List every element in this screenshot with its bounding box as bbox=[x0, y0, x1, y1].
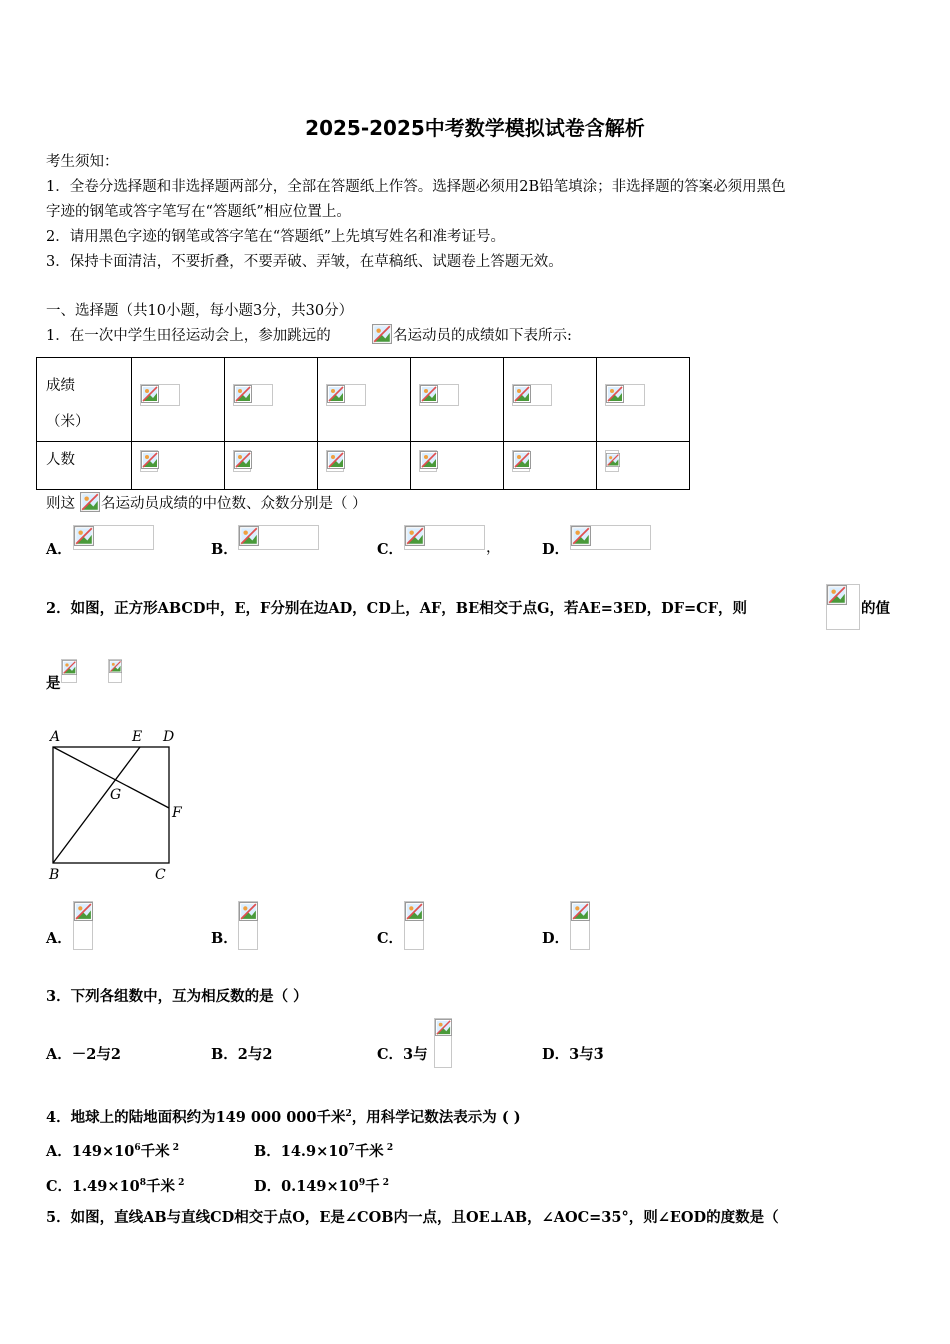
q4-option-a-base: A．149×10 bbox=[46, 1142, 135, 1160]
q2-option-d-label[interactable]: D． bbox=[542, 930, 570, 947]
score-image-icon bbox=[141, 385, 159, 403]
q3-stem: 3．下列各组数中，互为相反数的是（ ） bbox=[46, 988, 308, 1005]
section-1-heading: 一、选择题（共10小题，每小题3分，共30分） bbox=[46, 303, 354, 319]
image-icon bbox=[827, 585, 847, 605]
q2-option-c-image bbox=[404, 901, 424, 950]
q4-option-a[interactable] bbox=[46, 1138, 179, 1162]
table-cell bbox=[132, 358, 225, 442]
notice-item-1-line-1: 1．全卷分选择题和非选择题两部分，全部在答题纸上作答。选择题必须用2B铅笔填涂；非选择题的答案必须用黑色 bbox=[46, 179, 786, 195]
score-image-icon bbox=[420, 385, 438, 403]
q4-option-c-square: 2 bbox=[178, 1178, 185, 1188]
q3-option-c-image bbox=[434, 1018, 452, 1068]
q1-follow-part-a: 则这 bbox=[46, 496, 75, 512]
image-icon bbox=[239, 526, 259, 546]
q2-stem: 2．如图，正方形ABCD中，E，F分别在边AD，CD上，AF，BE相交于点G，若AE=3ED，DF=CF，则 bbox=[46, 600, 748, 617]
q4-stem bbox=[46, 1104, 521, 1128]
table-cell bbox=[318, 442, 411, 490]
q1-option-b-image bbox=[238, 525, 319, 550]
table-cell bbox=[225, 442, 318, 490]
table-cell bbox=[411, 358, 504, 442]
q4-option-d-square: 2 bbox=[382, 1178, 389, 1188]
label-e: E bbox=[132, 729, 143, 745]
image-icon bbox=[405, 526, 425, 546]
segment-be bbox=[53, 747, 140, 863]
q4-option-b-base: B．14.9×10 bbox=[254, 1142, 349, 1160]
q1-count-image-icon bbox=[372, 324, 392, 344]
q1-option-d-image bbox=[570, 525, 651, 550]
table-cell bbox=[132, 442, 225, 490]
q4-option-d[interactable] bbox=[254, 1173, 389, 1197]
q4-option-d-exponent: 9 bbox=[358, 1178, 366, 1188]
q1-row-label-score-b: （米） bbox=[46, 414, 90, 430]
score-image-icon bbox=[513, 385, 531, 403]
square-abcd bbox=[53, 747, 169, 863]
image-icon bbox=[74, 526, 94, 546]
q1-count-image-icon bbox=[80, 492, 100, 512]
label-c: C bbox=[155, 867, 166, 883]
q2-option-a-image bbox=[73, 901, 93, 950]
q4-option-d-base: D．0.149×10 bbox=[254, 1177, 359, 1195]
q4-option-a-square: 2 bbox=[172, 1143, 180, 1153]
notice-item-2: 2．请用黑色字迹的钢笔或答字笔在“答题纸”上先填写姓名和准考证号。 bbox=[46, 229, 506, 245]
q2-option-c-label[interactable]: C． bbox=[377, 930, 404, 947]
q4-stem-superscript: 2 bbox=[345, 1109, 352, 1119]
q2-option-b-label[interactable]: B． bbox=[211, 930, 238, 947]
table-cell bbox=[504, 442, 597, 490]
q3-option-c[interactable]: C．3与 bbox=[377, 1046, 428, 1063]
image-icon bbox=[62, 660, 77, 675]
q1-follow-part-b: 名运动员成绩的中位数、众数分别是（ ） bbox=[101, 496, 367, 512]
q1-option-c-comma: ， bbox=[486, 540, 501, 556]
score-image-icon bbox=[234, 385, 252, 403]
q4-option-b-unit: 千米 bbox=[354, 1142, 384, 1160]
q1-option-d-label[interactable]: D． bbox=[542, 541, 570, 558]
q4-option-c-exponent: 8 bbox=[139, 1178, 146, 1188]
q2-option-d-image bbox=[570, 901, 590, 950]
notice-item-3: 3．保持卡面清洁，不要折叠，不要弄破、弄皱，在草稿纸、试题卷上答题无效。 bbox=[46, 254, 563, 270]
q2-option-a-label[interactable]: A． bbox=[46, 930, 72, 947]
table-cell bbox=[225, 358, 318, 442]
notice-heading: 考生须知： bbox=[46, 154, 119, 170]
count-image-icon bbox=[141, 451, 159, 469]
q1-option-c-image bbox=[404, 525, 485, 550]
table-cell bbox=[597, 442, 690, 490]
image-icon bbox=[109, 660, 122, 673]
count-image-icon bbox=[606, 451, 620, 469]
image-icon bbox=[239, 902, 258, 921]
q4-option-d-unit: 千 bbox=[365, 1177, 380, 1195]
q2-ratio-image bbox=[826, 584, 860, 630]
q3-option-a[interactable]: A．－2与2 bbox=[46, 1046, 121, 1063]
q1-stem-part-b: 名运动员的成绩如下表所示: bbox=[393, 328, 572, 344]
q2-blank-image bbox=[61, 659, 77, 683]
label-a: A bbox=[50, 729, 61, 745]
q3-option-d[interactable]: D．3与3̄ bbox=[542, 1046, 604, 1063]
count-image-icon bbox=[420, 451, 438, 469]
image-icon bbox=[571, 526, 591, 546]
label-f: F bbox=[172, 805, 182, 821]
q4-stem-part-a: 4．地球上的陆地面积约为149 000 000千米 bbox=[46, 1108, 346, 1126]
q3-option-b[interactable]: B．2与2 bbox=[211, 1046, 273, 1063]
q4-option-a-unit: 千米 bbox=[140, 1142, 170, 1160]
q5-stem: 5．如图，直线AB与直线CD相交于点O，E是∠COB内一点，且OE⊥AB，∠AOC=35°，则∠EOD的度数是（ bbox=[46, 1209, 779, 1226]
label-d: D bbox=[163, 729, 175, 745]
q4-option-a-exponent: 6 bbox=[134, 1143, 141, 1153]
q1-row-label-score-a: 成绩 bbox=[46, 378, 75, 394]
q1-score-table bbox=[36, 357, 690, 490]
q2-stem-line-2: 是 bbox=[46, 675, 61, 692]
score-image-icon bbox=[606, 385, 624, 403]
image-icon bbox=[571, 902, 590, 921]
label-g: G bbox=[110, 787, 122, 803]
q4-option-c-base: C．1.49×10 bbox=[46, 1177, 140, 1195]
table-cell bbox=[597, 358, 690, 442]
q1-option-a-image bbox=[73, 525, 154, 550]
table-cell bbox=[411, 442, 504, 490]
q2-stem-tail: 的值 bbox=[861, 600, 890, 617]
count-image-icon bbox=[234, 451, 252, 469]
q1-option-a-label[interactable]: A． bbox=[46, 541, 72, 558]
table-cell bbox=[318, 358, 411, 442]
q4-option-c[interactable] bbox=[46, 1173, 184, 1197]
q4-option-b[interactable] bbox=[254, 1138, 393, 1162]
q1-option-c-label[interactable]: C． bbox=[377, 541, 404, 558]
score-image-icon bbox=[327, 385, 345, 403]
label-b: B bbox=[49, 867, 60, 883]
q4-option-c-unit: 千米 bbox=[145, 1177, 175, 1195]
q2-blank-image bbox=[108, 659, 122, 683]
q1-option-b-label[interactable]: B． bbox=[211, 541, 238, 558]
q4-stem-part-b: ，用科学记数法表示为 ( ) bbox=[351, 1108, 521, 1126]
image-icon bbox=[405, 902, 424, 921]
q1-stem-part-a: 1．在一次中学生田径运动会上，参加跳远的 bbox=[46, 328, 331, 344]
q4-option-b-exponent: 7 bbox=[348, 1143, 355, 1153]
q2-square-figure bbox=[44, 726, 194, 886]
notice-item-1-line-2: 字迹的钢笔或答字笔写在“答题纸”相应位置上。 bbox=[46, 204, 351, 220]
table-cell bbox=[504, 358, 597, 442]
q1-row-label-score bbox=[37, 358, 132, 442]
page-title: 2025-2025中考数学模拟试卷含解析 bbox=[305, 116, 645, 140]
q2-option-b-image bbox=[238, 901, 258, 950]
image-icon bbox=[435, 1019, 452, 1036]
count-image-icon bbox=[513, 451, 531, 469]
q1-row-label-count: 人数 bbox=[37, 442, 132, 490]
q4-option-b-square: 2 bbox=[386, 1143, 394, 1153]
image-icon bbox=[74, 902, 93, 921]
count-image-icon bbox=[327, 451, 345, 469]
